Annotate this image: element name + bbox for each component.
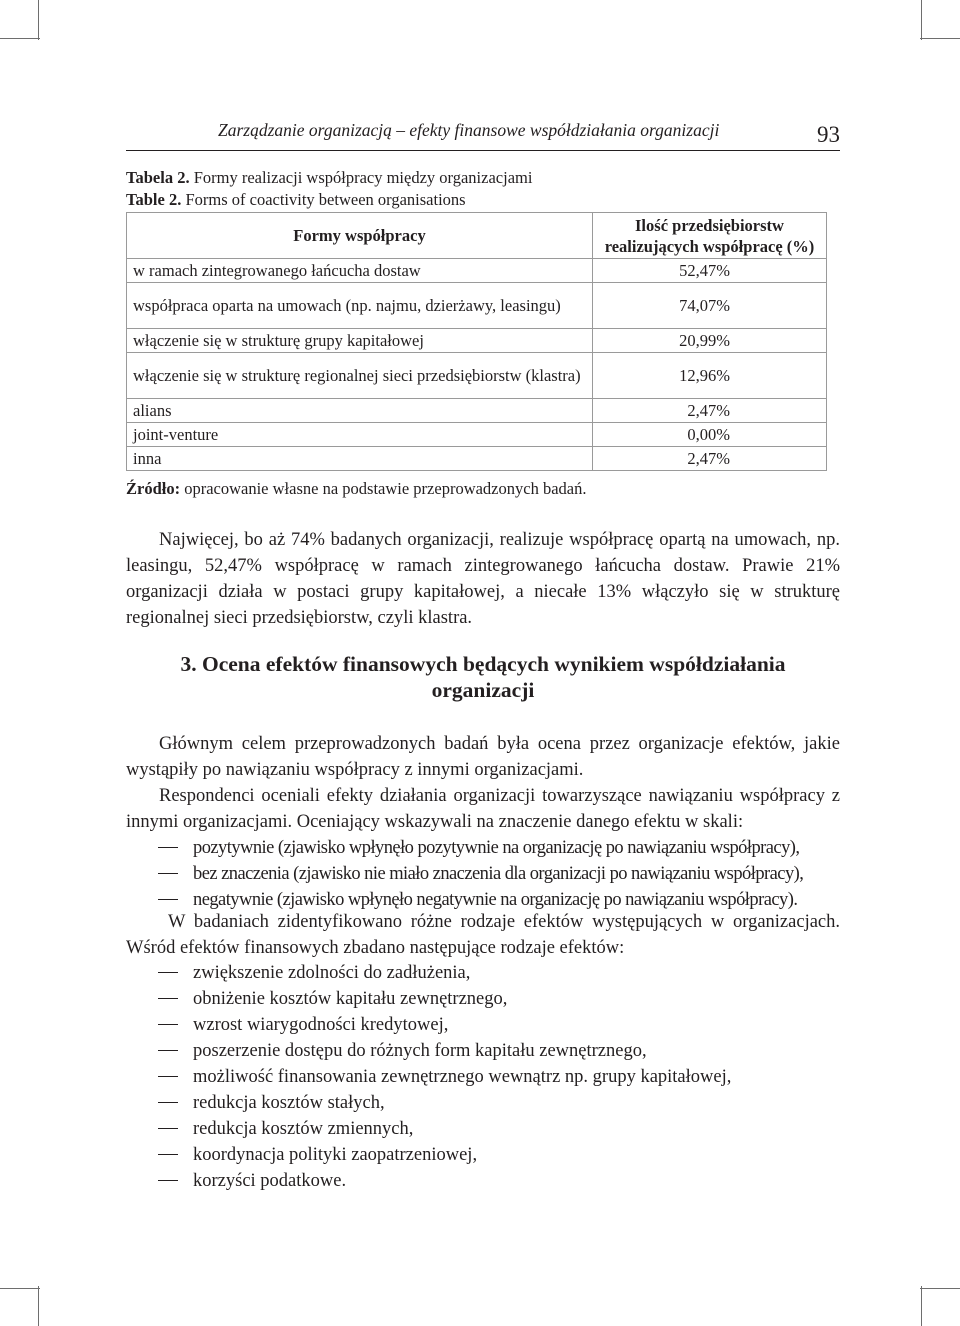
table-row — [127, 259, 827, 283]
dash-marker — [158, 873, 178, 874]
list-item-text: poszerzenie dostępu do różnych form kapitału zewnętrznego, — [193, 1041, 647, 1061]
table-cell-value: 12,96% — [593, 353, 827, 399]
running-header — [126, 118, 840, 151]
section-heading-line1 — [126, 651, 840, 677]
rating-scale-list — [126, 835, 840, 913]
dash-marker — [158, 998, 178, 999]
table-row — [127, 399, 827, 423]
body-paragraph — [126, 909, 840, 961]
source-label: Źródło: — [126, 479, 181, 498]
list-item — [126, 1090, 840, 1116]
body-paragraph — [126, 731, 840, 783]
list-item-text: koordynacja polityki zaopatrzeniowej, — [193, 1145, 478, 1165]
list-item-text: wzrost wiarygodności kredytowej, — [193, 1015, 449, 1035]
column-header-share-line2: realizujących współpracę (%) — [604, 236, 815, 256]
list-item-text: obniżenie kosztów kapitału zewnętrznego, — [193, 989, 508, 1009]
dash-marker — [158, 1076, 178, 1077]
crop-mark — [920, 38, 960, 39]
caption-text: Forms of coactivity between organisations — [185, 190, 466, 209]
section-heading — [126, 651, 840, 703]
table-cell-form: inna — [127, 447, 593, 471]
table-caption-pl — [126, 167, 532, 189]
paragraph-text: Najwięcej, bo aż 74% badanych organizacji, realizuje współpracę opartą na umowach, np. leasingu, 52,47% współpracę w ramach zintegrowanego łańcucha dostaw. Prawie 21% organizacji działa w postaci grupy kapitałowej, a niecałe 13% włączyło się w strukturę regionalnej sieci przedsiębiorstw, czyli klastra. — [126, 530, 840, 628]
list-item-text: bez znaczenia (zjawisko nie miało znaczenia dla organizacji po nawiązaniu współpracy), — [193, 864, 804, 884]
table-cell-form: włączenie się w strukturę regionalnej sieci przedsiębiorstw (klastra) — [127, 353, 593, 399]
table-row — [127, 447, 827, 471]
dash-marker — [158, 972, 178, 973]
list-item-text: redukcja kosztów stałych, — [193, 1093, 385, 1113]
table-row — [127, 353, 827, 399]
dash-marker — [158, 899, 178, 900]
table-header-row — [127, 213, 827, 259]
body-paragraph — [126, 783, 840, 835]
table-cell-value: 52,47% — [593, 259, 827, 283]
financial-effects-list — [126, 960, 840, 1194]
dash-marker — [158, 1128, 178, 1129]
section-title-line2: organizacji — [431, 678, 535, 702]
caption-text: Formy realizacji współpracy między organizacjami — [193, 168, 533, 187]
list-item — [126, 1038, 840, 1064]
table-cell-form: joint-venture — [127, 423, 593, 447]
dash-marker — [158, 1024, 178, 1025]
list-item-text: pozytywnie (zjawisko wpłynęło pozytywnie na organizację po nawiązaniu współpracy), — [193, 838, 800, 858]
paragraph-text: W badaniach zidentyfikowano różne rodzaje efektów występujących w organizacjach. Wśród efektów finansowych zbadano następujące rodzaje efektów: — [126, 912, 840, 958]
page-number: 93 — [817, 122, 840, 147]
dash-marker — [158, 1102, 178, 1103]
column-header-share — [593, 213, 827, 259]
table-cell-value: 0,00% — [593, 423, 827, 447]
table-cell-value: 2,47% — [593, 447, 827, 471]
body-paragraph — [126, 527, 840, 631]
dash-marker — [158, 1180, 178, 1181]
table-caption-en — [126, 189, 466, 211]
table-row — [127, 423, 827, 447]
list-item-text: negatywnie (zjawisko wpłynęło negatywnie na organizację po nawiązaniu współpracy). — [193, 890, 798, 910]
list-item — [126, 1012, 840, 1038]
table-cell-form: włączenie się w strukturę grupy kapitałowej — [127, 329, 593, 353]
table-cell-value: 74,07% — [593, 283, 827, 329]
list-item-text: możliwość finansowania zewnętrznego wewnątrz np. grupy kapitałowej, — [193, 1067, 732, 1087]
list-item-text: zwiększenie zdolności do zadłużenia, — [193, 963, 471, 983]
crop-mark — [921, 1286, 922, 1326]
source-text: opracowanie własne na podstawie przeprowadzonych badań. — [184, 479, 587, 498]
paragraph-text: Głównym celem przeprowadzonych badań była ocena przez organizacje efektów, jakie wystąpiły po nawiązaniu współpracy z innymi organizacjami. — [126, 734, 840, 780]
list-item — [126, 1116, 840, 1142]
dash-marker — [158, 1154, 178, 1155]
crop-mark — [38, 1286, 39, 1326]
list-item-text: korzyści podatkowe. — [193, 1171, 347, 1191]
section-number: 3. — [180, 652, 197, 676]
list-item — [126, 960, 840, 986]
caption-label: Table 2. — [126, 190, 182, 209]
list-item — [126, 1064, 840, 1090]
list-item — [126, 986, 840, 1012]
section-title-line1: Ocena efektów finansowych będących wynikiem współdziałania — [201, 652, 786, 676]
table-cell-form: alians — [127, 399, 593, 423]
list-item — [126, 1168, 840, 1194]
header-title: Zarządzanie organizacją – efekty finansowe współdziałania organizacji — [218, 120, 720, 140]
crop-mark — [921, 0, 922, 40]
list-item — [126, 835, 840, 861]
crop-mark — [38, 0, 39, 40]
caption-label: Tabela 2. — [126, 168, 190, 187]
table-cell-value: 20,99% — [593, 329, 827, 353]
dash-marker — [158, 847, 178, 848]
table-row — [127, 283, 827, 329]
list-item — [126, 1142, 840, 1168]
crop-mark — [0, 1288, 40, 1289]
list-item-text: redukcja kosztów zmiennych, — [193, 1119, 414, 1139]
paragraph-text: Respondenci oceniali efekty działania organizacji towarzyszące nawiązaniu współpracy z innymi organizacjami. Oceniający wskazywali na znaczenie danego efektu w skali: — [126, 786, 840, 832]
cooperation-forms-table — [126, 212, 827, 471]
table-cell-form: współpraca oparta na umowach (np. najmu, dzierżawy, leasingu) — [127, 283, 593, 329]
crop-mark — [920, 1288, 960, 1289]
table-source-note — [126, 479, 586, 499]
list-item — [126, 861, 840, 887]
table-cell-form: w ramach zintegrowanego łańcucha dostaw — [127, 259, 593, 283]
table-row — [127, 329, 827, 353]
crop-mark — [0, 38, 40, 39]
table-cell-value: 2,47% — [593, 399, 827, 423]
column-header-forms: Formy współpracy — [127, 213, 593, 259]
column-header-share-line1: Ilość przedsiębiorstw — [635, 215, 784, 235]
dash-marker — [158, 1050, 178, 1051]
